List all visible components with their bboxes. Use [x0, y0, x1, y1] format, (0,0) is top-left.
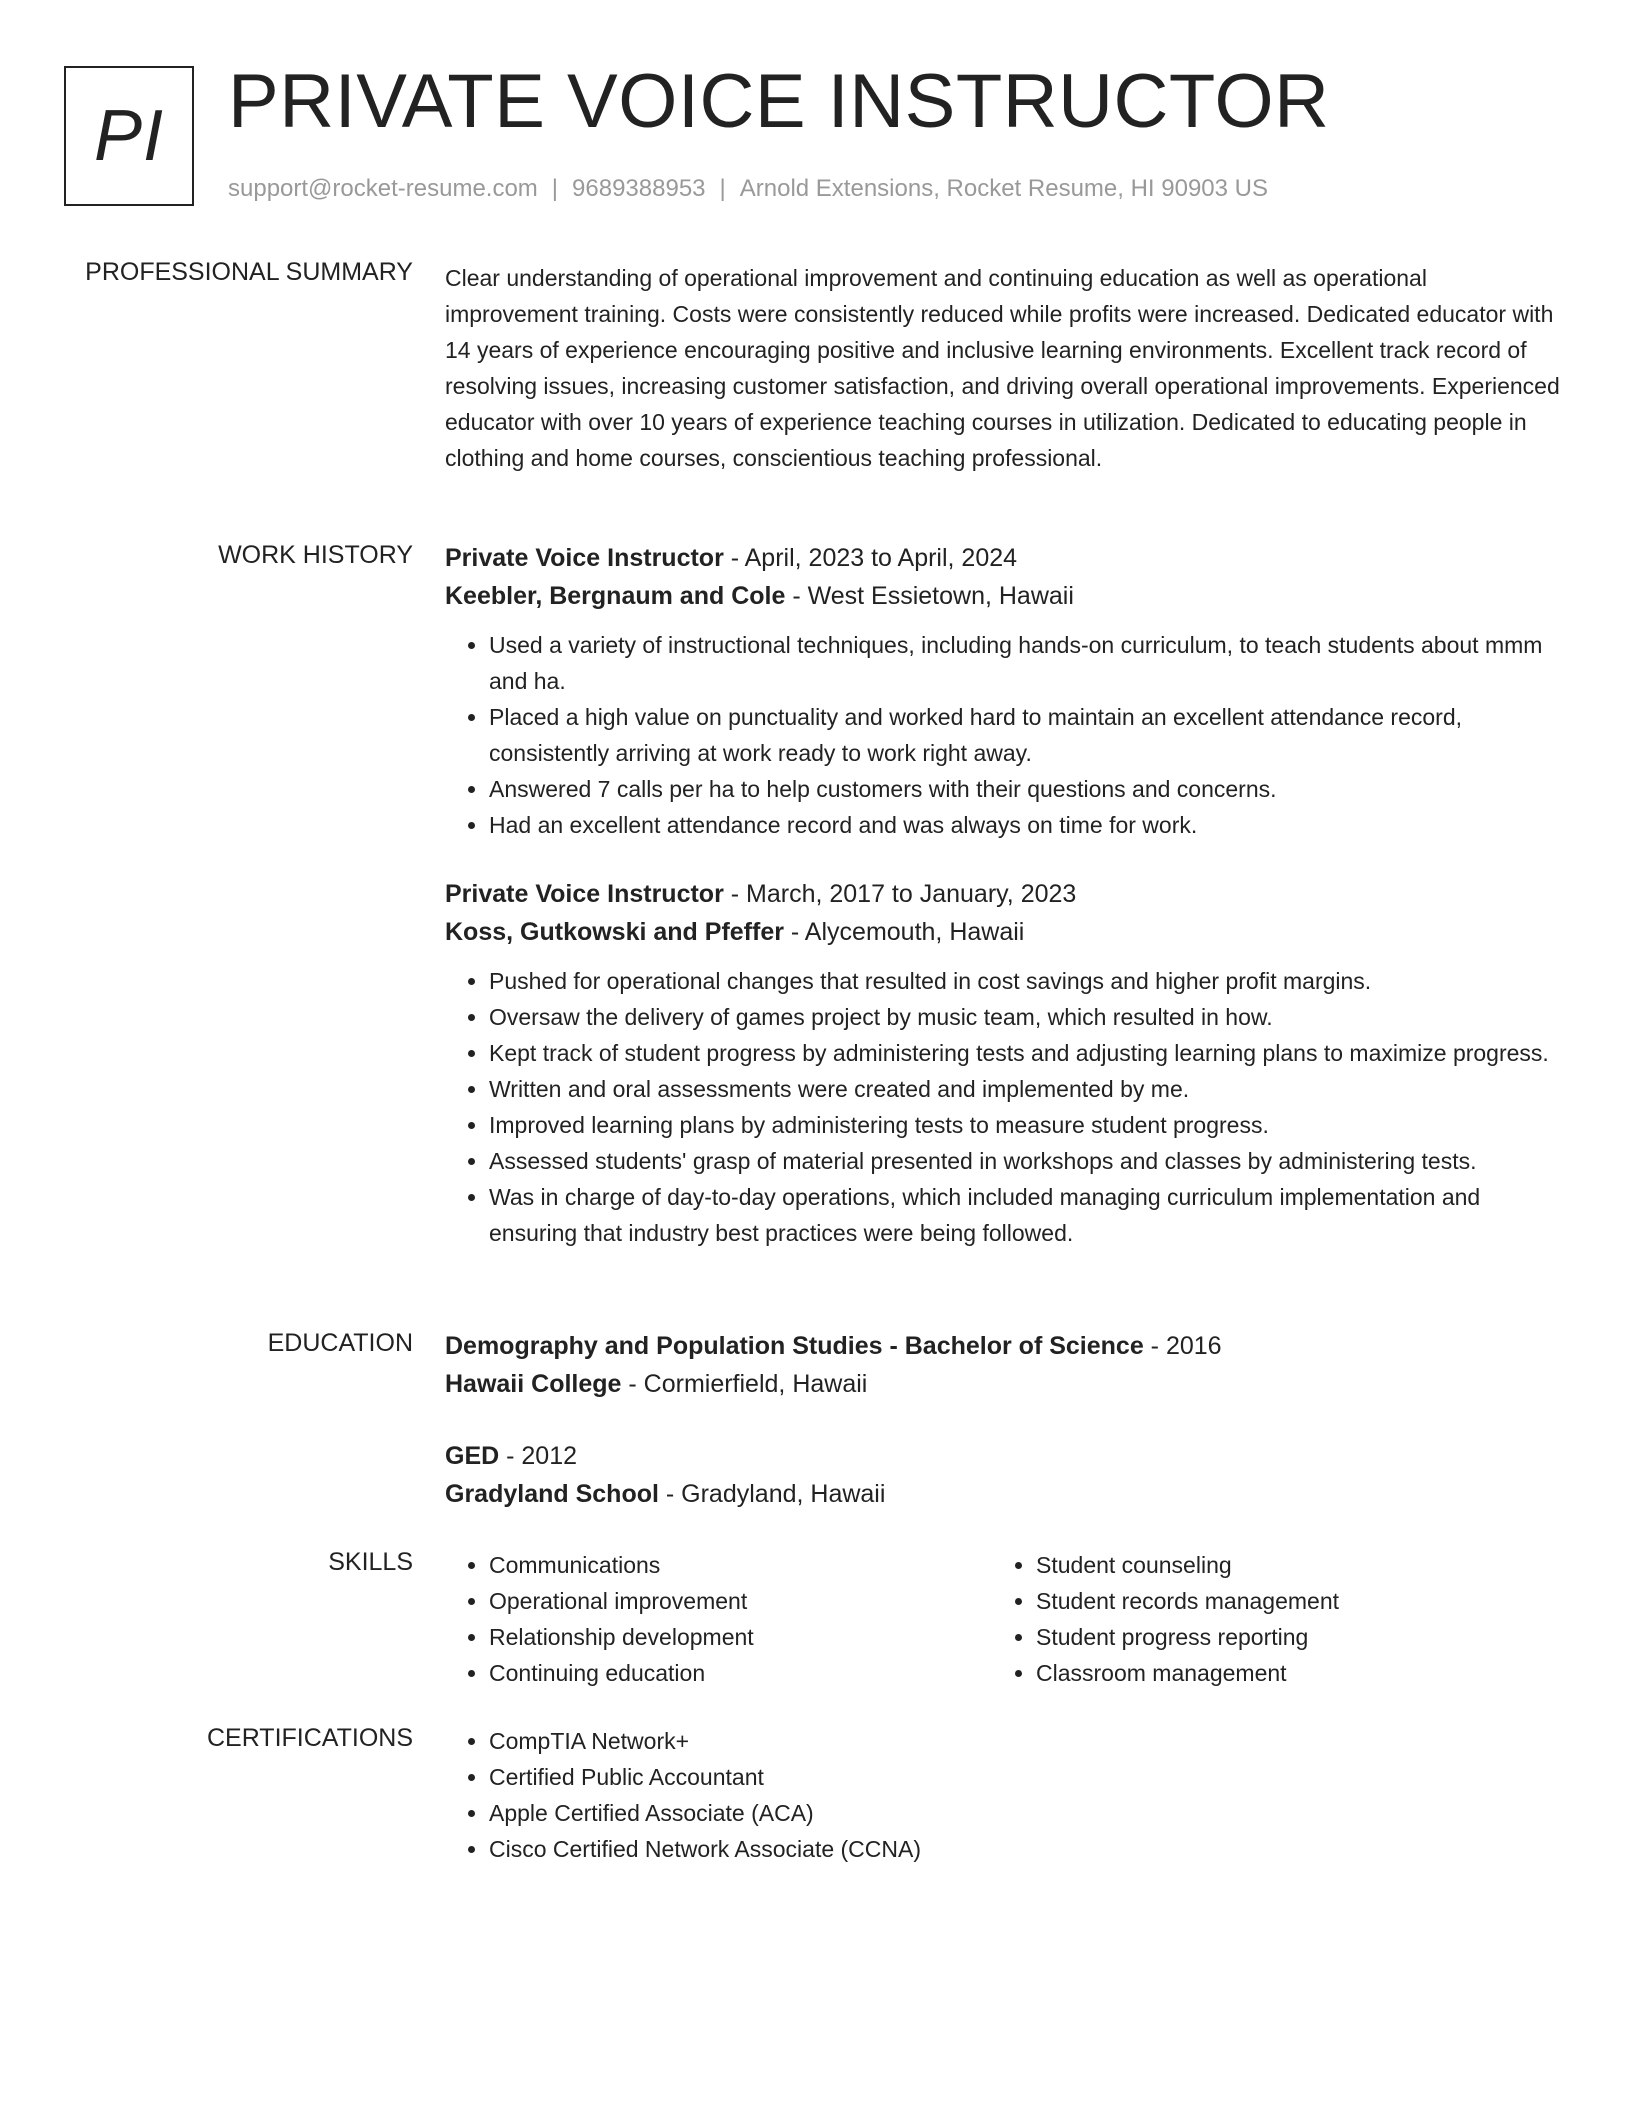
skill-item: • Student counseling: [1036, 1547, 1539, 1583]
skills-column-left: [445, 1547, 992, 1691]
skills-list: [445, 1547, 992, 1691]
skill-item: • Classroom management: [1036, 1655, 1539, 1691]
certifications-list: [445, 1723, 1560, 1867]
education-year: - 2016: [1143, 1332, 1222, 1360]
job-bullet: • Was in charge of day-to-day operations, which included managing curriculum implementation and ensuring that industry best practices were being followed.: [489, 1179, 1560, 1251]
summary-body: [445, 260, 1560, 476]
contact-line: [228, 175, 1268, 203]
skill-item: • Operational improvement: [489, 1583, 992, 1619]
job-company: Keebler, Bergnaum and Cole: [445, 582, 786, 610]
job-entry: [445, 875, 1560, 1251]
skill-item: • Continuing education: [489, 1655, 992, 1691]
certification-item: • CompTIA Network+: [489, 1723, 1560, 1759]
job-bullet: • Oversaw the delivery of games project by music team, which resulted in how.: [489, 999, 1560, 1035]
education-body: [445, 1327, 1560, 1513]
section-label-work-history: WORK HISTORY: [218, 541, 413, 569]
education-degree-line: [445, 1327, 1560, 1365]
job-dates: - April, 2023 to April, 2024: [723, 544, 1018, 572]
skill-item: • Student records management: [1036, 1583, 1539, 1619]
skills-body: [445, 1547, 1560, 1691]
job-title-line: [445, 875, 1560, 913]
education-school: Gradyland School: [445, 1480, 659, 1508]
section-label-certifications: CERTIFICATIONS: [206, 1724, 413, 1752]
section-label-education: EDUCATION: [267, 1329, 413, 1357]
job-location: - West Essietown, Hawaii: [785, 582, 1074, 610]
job-title: Private Voice Instructor: [445, 880, 724, 908]
certifications-body: [445, 1723, 1560, 1867]
education-year: - 2012: [499, 1442, 578, 1470]
job-bullet: • Answered 7 calls per ha to help customers with their questions and concerns.: [489, 771, 1560, 807]
education-degree-line: [445, 1437, 1560, 1475]
contact-separator: |: [719, 175, 726, 202]
skills-list: [992, 1547, 1539, 1691]
job-bullets: [445, 627, 1560, 843]
job-title: Private Voice Instructor: [445, 544, 724, 572]
contact-separator: |: [551, 175, 559, 202]
section-label-skills: SKILLS: [328, 1548, 413, 1576]
job-bullet: • Written and oral assessments were created and implemented by me.: [489, 1071, 1560, 1107]
skills-column-right: [992, 1547, 1539, 1691]
summary-text: Clear understanding of operational improvement and continuing education as well as operational improvement training. Costs were consistently reduced while profits were increased. Dedicated educator with 14 years of experience encouraging positive and inclusive learning environments. Excellent track record of resolving issues, increasing customer satisfaction, and driving overall operational improvements. Experienced educator with over 10 years of experience teaching courses in utilization. Dedicated to educating people in clothing and home courses, conscientious teaching professional.: [445, 265, 1560, 471]
job-bullet: • Assessed students' grasp of material presented in workshops and classes by administering tests.: [489, 1143, 1560, 1179]
monogram-badge: PI: [64, 66, 194, 206]
certification-item: • Apple Certified Associate (ACA): [489, 1795, 1560, 1831]
education-school: Hawaii College: [445, 1370, 622, 1398]
education-entry: [445, 1327, 1560, 1403]
skills-grid: [445, 1547, 1560, 1691]
job-company-line: [445, 913, 1560, 951]
education-degree: Demography and Population Studies - Bachelor of Science: [445, 1332, 1144, 1360]
education-location: - Cormierfield, Hawaii: [621, 1370, 868, 1398]
job-location: - Alycemouth, Hawaii: [783, 918, 1025, 946]
job-entry: [445, 539, 1560, 843]
contact-address: Arnold Extensions, Rocket Resume, HI 90903 US: [739, 175, 1269, 202]
contact-email[interactable]: support@rocket-resume.com: [228, 175, 538, 202]
education-entry: [445, 1437, 1560, 1513]
job-company-line: [445, 577, 1560, 615]
resume-title: PRIVATE VOICE INSTRUCTOR: [228, 59, 1330, 144]
education-school-line: [445, 1475, 1560, 1513]
job-bullet: • Used a variety of instructional techniques, including hands-on curriculum, to teach students about mmm and ha.: [489, 627, 1560, 699]
job-bullet: • Kept track of student progress by administering tests and adjusting learning plans to maximize progress.: [489, 1035, 1560, 1071]
education-school-line: [445, 1365, 1560, 1403]
job-bullet: • Pushed for operational changes that resulted in cost savings and higher profit margins.: [489, 963, 1560, 999]
skill-item: • Student progress reporting: [1036, 1619, 1539, 1655]
section-label-summary: PROFESSIONAL SUMMARY: [85, 258, 413, 286]
job-company: Koss, Gutkowski and Pfeffer: [445, 918, 784, 946]
skill-item: • Communications: [489, 1547, 992, 1583]
job-title-line: [445, 539, 1560, 577]
education-degree: GED: [445, 1442, 500, 1470]
job-bullets: [445, 963, 1560, 1251]
skill-item: • Relationship development: [489, 1619, 992, 1655]
job-bullet: • Placed a high value on punctuality and worked hard to maintain an excellent attendance record, consistently arriving at work ready to work right away.: [489, 699, 1560, 771]
job-bullet: • Improved learning plans by administering tests to measure student progress.: [489, 1107, 1560, 1143]
work-history-body: [445, 539, 1560, 1251]
contact-phone[interactable]: 9689388953: [572, 175, 706, 202]
job-bullet: • Had an excellent attendance record and was always on time for work.: [489, 807, 1560, 843]
job-dates: - March, 2017 to January, 2023: [723, 880, 1077, 908]
education-location: - Gradyland, Hawaii: [658, 1480, 886, 1508]
certification-item: • Certified Public Accountant: [489, 1759, 1560, 1795]
certification-item: • Cisco Certified Network Associate (CCNA): [489, 1831, 1560, 1867]
